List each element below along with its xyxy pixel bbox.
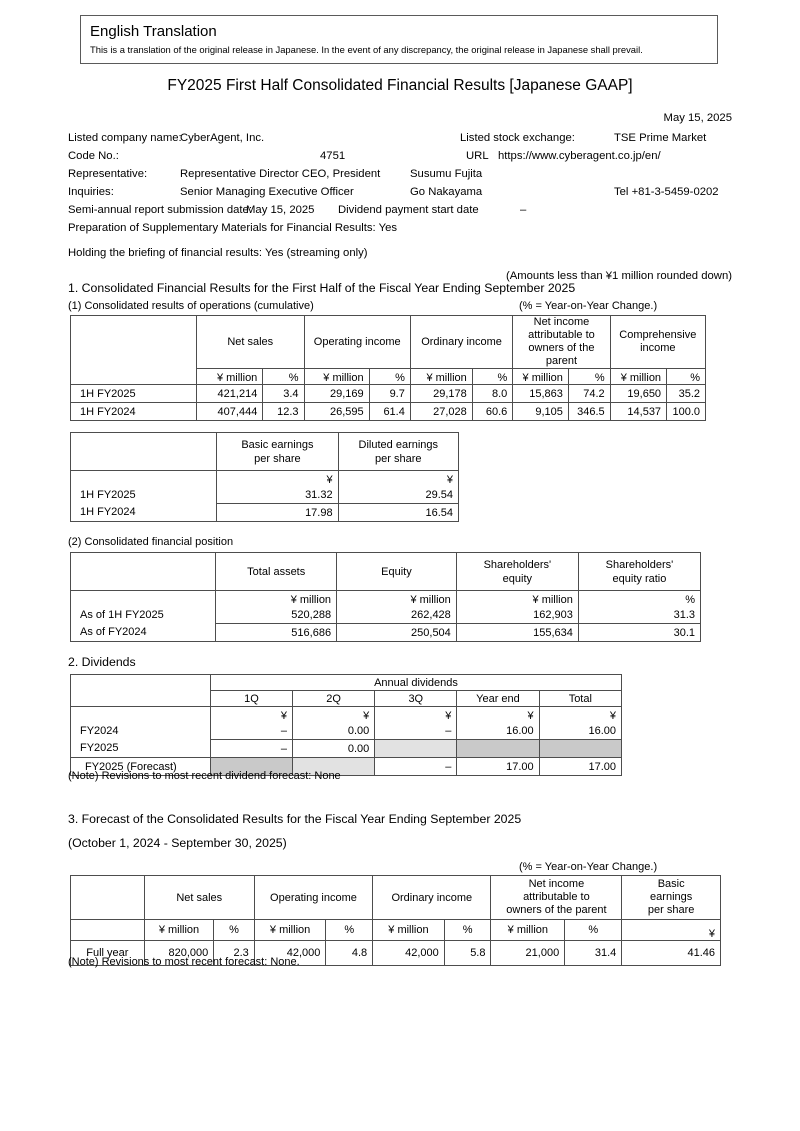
col-total-assets: Total assets	[216, 553, 337, 591]
col-3q: 3Q	[375, 691, 457, 707]
unit-operating-income-pct: %	[326, 920, 373, 941]
financial-position-table	[70, 552, 701, 642]
page-title: FY2025 First Half Consolidated Financial Results [Japanese GAAP]	[167, 77, 633, 94]
col-year-end: Year end	[457, 691, 539, 707]
table-header-row	[71, 316, 706, 369]
unit-1q: ¥	[210, 707, 292, 723]
table-unit-row	[71, 920, 721, 941]
col-basic-eps-line2: per share	[254, 452, 301, 465]
forecast-note: (Note) Revisions to most recent forecast: None.	[68, 956, 300, 968]
representative-row	[68, 165, 732, 183]
section2-subheading: (2) Consolidated financial position	[68, 536, 234, 548]
amounts-rounding-note: (Amounts less than ¥1 million rounded down)	[505, 270, 732, 282]
col-diluted-eps-line2: per share	[375, 452, 422, 465]
cell-net-sales-pct: 3.4	[263, 385, 304, 403]
unit-ordinary-income: ¥ million	[410, 369, 472, 385]
inquiries-tel: Tel +81-3-5459-0202	[614, 186, 719, 198]
row-label-as-of-1h-fy2025: As of 1H FY2025	[80, 609, 164, 621]
cell-2q: 0.00	[293, 722, 375, 740]
unit-ordinary-income-pct: %	[444, 920, 491, 941]
unit-comprehensive-income: ¥ million	[610, 369, 666, 385]
eps-row-labels	[71, 471, 217, 522]
cell-comprehensive-income-pct: 100.0	[667, 403, 706, 421]
briefing-line: Holding the briefing of financial results: Yes (streaming only)	[68, 247, 368, 259]
cell-3q: –	[375, 758, 457, 776]
unit-operating-income: ¥ million	[304, 369, 369, 385]
cell-1q: –	[210, 722, 292, 740]
unit-net-income: ¥ million	[491, 920, 565, 941]
cell-total-shaded	[539, 740, 621, 758]
cell-net-sales: 407,444	[196, 403, 262, 421]
cell-3q-shaded	[375, 740, 457, 758]
section3-yoy-note: (% = Year-on-Year Change.)	[519, 861, 658, 873]
unit-shareholders-ratio: %	[578, 591, 700, 607]
corner-cell	[71, 316, 197, 385]
col-net-income-line2: attributable to	[523, 891, 590, 903]
col-basic-eps	[622, 876, 721, 920]
cell-2q: 0.00	[293, 740, 375, 758]
col-net-income-line1: Net income	[528, 878, 585, 890]
dividends-note: (Note) Revisions to most recent dividend forecast: None	[68, 770, 341, 782]
dividend-start-label: Dividend payment start date	[338, 204, 479, 216]
section3-heading: 3. Forecast of the Consolidated Results for the Fiscal Year Ending September 2025	[68, 812, 522, 826]
unit-shareholders-equity: ¥ million	[456, 591, 578, 607]
cell-total: 16.00	[539, 722, 621, 740]
cell-comprehensive-income: 14,537	[610, 403, 666, 421]
cell-ordinary-income-pct: 60.6	[472, 403, 512, 421]
unit-total-assets: ¥ million	[216, 591, 337, 607]
unit-net-sales-pct: %	[214, 920, 254, 941]
company-name-value: CyberAgent, Inc.	[180, 132, 265, 144]
col-shareholders-ratio-line2: equity ratio	[612, 572, 667, 585]
cell-net-sales: 421,214	[196, 385, 262, 403]
table-header-row	[71, 876, 721, 920]
unit-corner-cell	[71, 920, 145, 941]
section1-heading: 1. Consolidated Financial Results for the First Half of the Fiscal Year Ending September 2025	[68, 281, 576, 295]
cell-operating-income-pct: 9.7	[369, 385, 410, 403]
unit-net-income-pct: %	[568, 369, 610, 385]
inquiries-name: Go Nakayama	[410, 186, 483, 198]
cell-operating-income: 29,169	[304, 385, 369, 403]
cell-equity: 250,504	[337, 624, 457, 642]
cell-operating-income-pct: 61.4	[369, 403, 410, 421]
unit-diluted-eps: ¥	[338, 471, 458, 487]
cell-operating-income: 42,000	[254, 941, 326, 966]
table-header-row	[71, 675, 622, 691]
unit-comprehensive-income-pct: %	[667, 369, 706, 385]
consolidated-results-table	[70, 315, 706, 421]
row-label-fy2025-forecast: FY2025 (Forecast)	[71, 758, 211, 776]
col-net-income-parent	[491, 876, 622, 920]
col-1q: 1Q	[210, 691, 292, 707]
cell-basic-eps: 17.98	[217, 504, 338, 522]
inquiries-row	[68, 183, 732, 201]
col-basic-eps-line2: earnings	[650, 891, 693, 903]
company-header-block	[68, 112, 732, 282]
cell-total-assets: 520,288	[216, 606, 337, 624]
url-value[interactable]: https://www.cyberagent.co.jp/en/	[498, 150, 661, 162]
submission-date-value: May 15, 2025	[246, 204, 315, 216]
url-label: URL	[466, 150, 489, 162]
table-row	[71, 403, 706, 421]
submission-date-row	[68, 201, 732, 219]
unit-operating-income: ¥ million	[254, 920, 326, 941]
table-row	[71, 385, 706, 403]
table-unit-row	[71, 591, 701, 607]
cell-1q: –	[210, 740, 292, 758]
unit-ordinary-income: ¥ million	[373, 920, 445, 941]
cell-net-income: 15,863	[513, 385, 569, 403]
row-label-1h-fy2025: 1H FY2025	[80, 489, 136, 501]
code-number-label: Code No.:	[68, 150, 119, 162]
unit-ordinary-income-pct: %	[472, 369, 512, 385]
col-diluted-eps-line1: Diluted earnings	[358, 438, 439, 451]
cell-shareholders-equity: 155,634	[456, 624, 578, 642]
notice-title: English Translation	[90, 23, 217, 40]
cell-net-sales: 820,000	[144, 941, 214, 966]
col-basic-eps-line3: per share	[647, 904, 695, 916]
cell-year-end-shaded	[457, 740, 539, 758]
code-number-value: 4751	[320, 150, 346, 162]
unit-net-income-pct: %	[565, 920, 622, 941]
corner-cell	[71, 675, 211, 707]
row-label-as-of-fy2024: As of FY2024	[80, 626, 147, 638]
corner-cell	[71, 433, 217, 471]
unit-3q: ¥	[375, 707, 457, 723]
col-shareholders-equity-ratio	[578, 553, 700, 591]
cell-total: 17.00	[539, 758, 621, 776]
cell-ordinary-income: 42,000	[373, 941, 445, 966]
cell-net-sales-pct: 12.3	[263, 403, 304, 421]
unit-net-income: ¥ million	[513, 369, 569, 385]
cell-year-end: 16.00	[457, 722, 539, 740]
supplementary-materials-line: Preparation of Supplementary Materials for Financial Results: Yes	[68, 222, 398, 234]
cell-year-end: 17.00	[457, 758, 539, 776]
stock-exchange-label: Listed stock exchange:	[460, 132, 575, 144]
company-name-label: Listed company name:	[68, 132, 182, 144]
dividends-row-labels	[71, 707, 211, 758]
forecast-table	[70, 875, 721, 966]
col-2q: 2Q	[293, 691, 375, 707]
cell-3q: –	[375, 722, 457, 740]
cell-basic-eps: 41.46	[622, 941, 721, 966]
position-row-labels	[71, 591, 216, 642]
col-equity: Equity	[337, 553, 457, 591]
representative-name: Susumu Fujita	[410, 168, 483, 180]
col-basic-eps-line1: Basic	[657, 878, 685, 890]
col-net-sales: Net sales	[196, 316, 304, 369]
inquiries-label: Inquiries:	[68, 186, 114, 198]
corner-cell	[71, 876, 145, 920]
table-unit-row	[71, 707, 622, 723]
cell-shareholders-ratio: 31.3	[578, 606, 700, 624]
cell-net-income: 9,105	[513, 403, 569, 421]
col-operating-income: Operating income	[304, 316, 410, 369]
eps-table	[70, 432, 459, 522]
row-label-1h-fy2025: 1H FY2025	[71, 385, 197, 403]
cell-net-income-pct: 346.5	[568, 403, 610, 421]
cell-ordinary-income: 29,178	[410, 385, 472, 403]
stock-exchange-value: TSE Prime Market	[614, 132, 707, 144]
unit-equity: ¥ million	[337, 591, 457, 607]
company-name-row	[68, 129, 732, 147]
section3-period: (October 1, 2024 - September 30, 2025)	[68, 836, 287, 850]
cell-ordinary-income: 27,028	[410, 403, 472, 421]
submission-date-label: Semi-annual report submission date:	[68, 204, 252, 216]
unit-net-sales: ¥ million	[196, 369, 262, 385]
col-basic-eps	[217, 433, 338, 471]
col-shareholders-equity-line1: Shareholders'	[483, 558, 552, 571]
unit-basic-eps: ¥	[622, 920, 721, 941]
corner-cell	[71, 553, 216, 591]
code-number-row	[68, 147, 732, 165]
cell-equity: 262,428	[337, 606, 457, 624]
unit-2q: ¥	[293, 707, 375, 723]
cell-net-sales-pct: 2.3	[214, 941, 254, 966]
col-net-income-parent: Net income attributable to owners of the parent	[513, 316, 610, 369]
dividend-start-value: –	[520, 204, 527, 216]
table-header-row	[71, 553, 701, 591]
row-label-fy2025: FY2025	[80, 742, 119, 754]
col-comprehensive-income: Comprehensive income	[610, 316, 705, 369]
cell-diluted-eps: 16.54	[338, 504, 458, 522]
unit-net-sales: ¥ million	[144, 920, 214, 941]
representative-title: Representative Director CEO, President	[180, 168, 381, 180]
col-net-income-line3: owners of the parent	[506, 904, 607, 916]
cell-operating-income: 26,595	[304, 403, 369, 421]
row-label-1h-fy2024: 1H FY2024	[80, 506, 136, 518]
cell-shareholders-equity: 162,903	[456, 606, 578, 624]
cell-basic-eps: 31.32	[217, 486, 338, 504]
col-annual-dividends: Annual dividends	[210, 675, 621, 691]
dividends-table	[70, 674, 622, 776]
cell-net-income-pct: 31.4	[565, 941, 622, 966]
dividends-heading: 2. Dividends	[68, 655, 136, 669]
section1-yoy-note: (% = Year-on-Year Change.)	[519, 300, 658, 312]
col-shareholders-equity-line2: equity	[502, 572, 533, 585]
unit-total: ¥	[539, 707, 621, 723]
cell-net-income: 21,000	[491, 941, 565, 966]
unit-basic-eps: ¥	[217, 471, 338, 487]
cell-ordinary-income-pct: 5.8	[444, 941, 491, 966]
cell-comprehensive-income: 19,650	[610, 385, 666, 403]
col-net-sales: Net sales	[144, 876, 254, 920]
section1-subheading: (1) Consolidated results of operations (cumulative)	[68, 300, 314, 312]
col-operating-income: Operating income	[254, 876, 372, 920]
col-diluted-eps	[338, 433, 458, 471]
col-shareholders-equity	[456, 553, 578, 591]
row-label-full-year: Full year	[71, 941, 145, 966]
notice-disclaimer: This is a translation of the original release in Japanese. In the event of any discrepancy, the original release in Japanese shall prevail.	[90, 44, 643, 55]
english-translation-notice	[80, 15, 718, 64]
unit-year-end: ¥	[457, 707, 539, 723]
cell-comprehensive-income-pct: 35.2	[667, 385, 706, 403]
cell-shareholders-ratio: 30.1	[578, 624, 700, 642]
cell-ordinary-income-pct: 8.0	[472, 385, 512, 403]
cell-net-income-pct: 74.2	[568, 385, 610, 403]
unit-net-sales-pct: %	[263, 369, 304, 385]
release-date: May 15, 2025	[663, 112, 732, 124]
col-ordinary-income: Ordinary income	[410, 316, 512, 369]
representative-label: Representative:	[68, 168, 148, 180]
col-ordinary-income: Ordinary income	[373, 876, 491, 920]
unit-operating-income-pct: %	[369, 369, 410, 385]
table-header-row	[71, 433, 459, 471]
table-unit-row	[71, 471, 459, 487]
inquiries-title: Senior Managing Executive Officer	[180, 186, 354, 198]
row-label-1h-fy2024: 1H FY2024	[71, 403, 197, 421]
row-label-fy2024: FY2024	[80, 725, 119, 737]
col-basic-eps-line1: Basic earnings	[241, 438, 314, 451]
cell-total-assets: 516,686	[216, 624, 337, 642]
col-shareholders-ratio-line1: Shareholders'	[605, 558, 674, 571]
cell-operating-income-pct: 4.8	[326, 941, 373, 966]
col-total: Total	[539, 691, 621, 707]
cell-diluted-eps: 29.54	[338, 486, 458, 504]
